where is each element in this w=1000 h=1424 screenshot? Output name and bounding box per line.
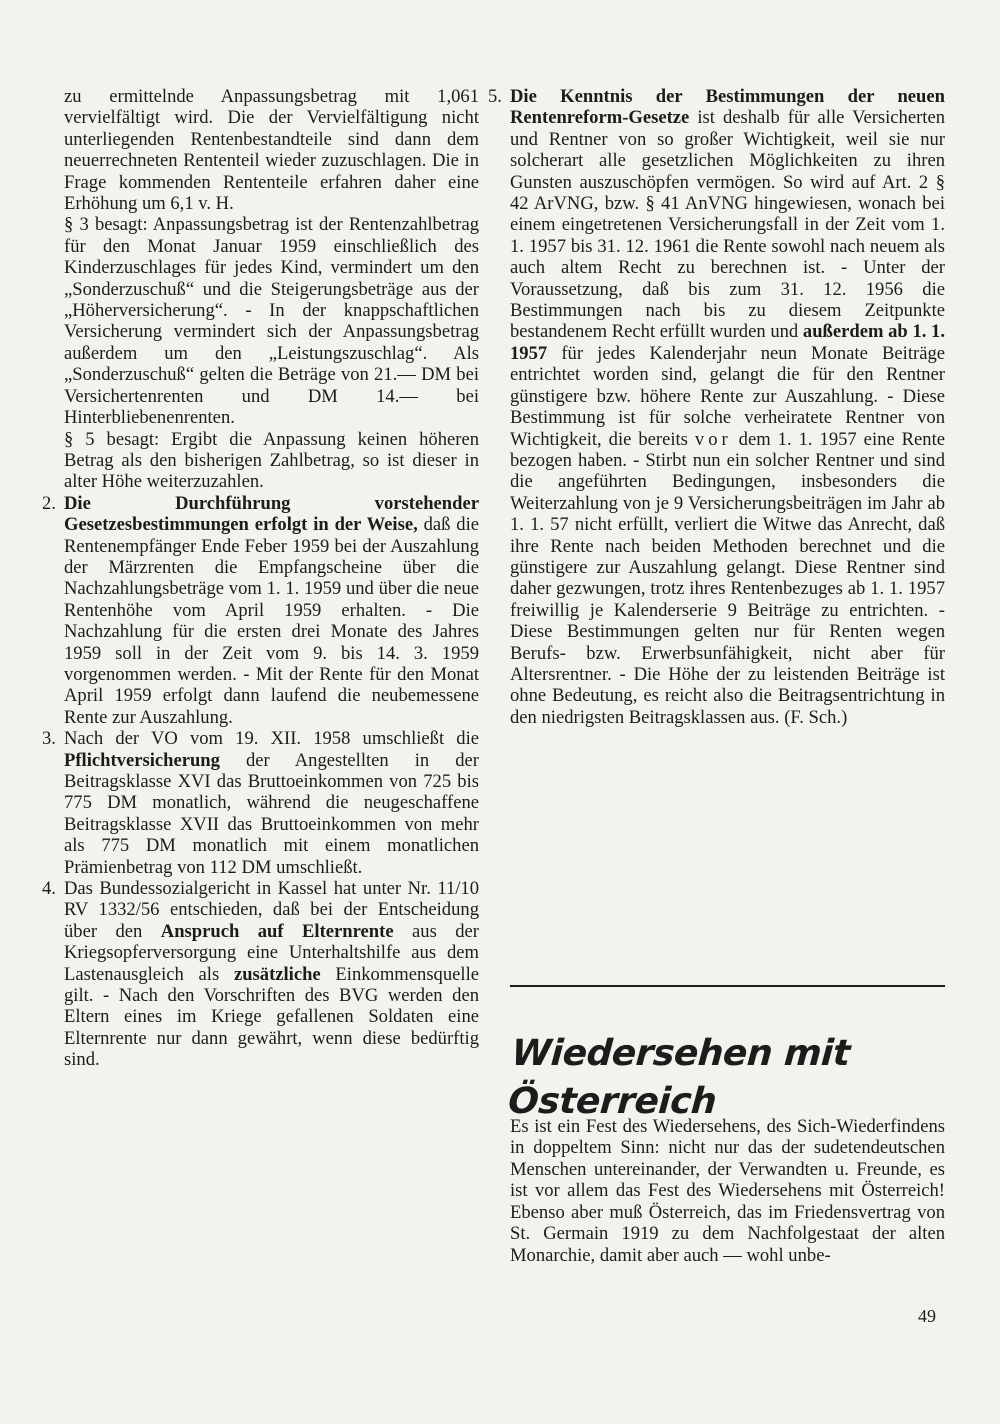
list-number: 5. (488, 86, 502, 107)
body-text: aus der Kriegsopferversorgung eine Unterhaltshilfe aus dem Lastenausgleich als (64, 920, 479, 985)
bold-text: außerdem ab 1. 1. 1957 (510, 321, 946, 364)
body-text: daß die Rentenempfänger Ende Feber 1959 bei der Auszahlung der Märzrenten die Empfangscheine über die Nachzahlungsbeträge vom 1. 1. 1959 und über die neue Rentenhöhe vom April 1959 erhalten. - Die Nachzahlung für die ersten drei Monate des Jahres 1959 soll in der Zeit vom 9. bis 14. 3. 1959 vorgenommen werden. - Mit der Rente für den Monat April 1959 erfolgt dann laufend die neubemessene Rente zur Auszahlung. (64, 514, 479, 728)
list-item-5 (488, 86, 946, 728)
body-text: ist deshalb für alle Versicherten und Rentner von so großer Wichtigkeit, weil sie nur solcherart alle gesetzlichen Möglichkeiten zu ihren Gunsten auszuschöpfen vermögen. So wird auf Art. 2 § 42 ArVNG, bzw. § 41 AnVNG hingewiesen, wonach bei einem eingetretenen Versicherungsfall in der Zeit vom 1. 1. 1957 bis 31. 12. 1961 die Rente sowohl nach neuem als auch altem Recht zu berechnen ist. - Unter der Voraussetzung, daß bis zum 31. 12. 1956 die Bestimmungen nach bis zu diesem Zeitpunkte bestandenem Recht erfüllt wurden und (510, 107, 945, 343)
list-item-3 (42, 728, 479, 878)
article-body: Es ist ein Fest des Wiedersehens, des Sich-Wiederfindens in doppeltem Sinn: nicht nur das der sudetendeutschen Menschen untereinander, der Verwandten u. Freunde, es ist vor allem das Fest des Wiedersehens mit Österreich! Ebenso aber muß Österreich, das im Friedensvertrag von St. Germain 1919 zu dem Nachfolgestaat der alten Monarchie, damit aber auch — wohl unbe- (510, 1115, 945, 1266)
left-column (42, 86, 479, 1071)
bold-text: zusätzliche (233, 963, 321, 985)
page-number: 49 (918, 1306, 936, 1326)
body-text: für jedes Kalenderjahr neun Monate Beiträge entrichtet worden sind, gelangt die für den Rentner günstigere bzw. höhere Rente zur Auszahlung. - Diese Bestimmung ist für solche verheiratete Rentner von Wichtigkeit, die bereits (510, 342, 945, 450)
paragraph-section-5: § 5 besagt: Ergibt die Anpassung keinen höheren Betrag als den bisherigen Zahlbetrag, so ist dieser in alter Höhe weiterzuzahlen. (64, 428, 479, 493)
article-headline: Wiedersehen mit Österreich (506, 1033, 852, 1122)
body-text: Das Bundessozialgericht in Kassel hat unter Nr. 11/10 RV 1332/56 entschieden, daß bei der Entscheidung über den (64, 878, 479, 942)
right-column (488, 86, 946, 728)
list-number: 2. (42, 492, 56, 514)
bold-text: Die Durchführung vorstehender Gesetzesbestimmungen erfolgt in der Weise, (64, 492, 479, 536)
body-text: dem 1. 1. 1957 eine Rente bezogen haben. - Stirbt nun ein solcher Rentner und sind die angeführten Bedingungen, insbesonders die Weiterzahlung von je 9 Versicherungsbeiträgen im Jahr ab 1. 1. 57 nicht erfüllt, verliert die Witwe das Anrecht, daß ihre Rente nach beiden Methoden berechnet und die günstigere zur Auszahlung gelangt. Diese Rentner sind daher gezwungen, trotz ihres Rentenbezuges ab 1. 1. 1957 freiwillig je Kalenderserie 9 Beiträge zu entrichten. - Diese Bestimmungen gelten nur für Renten wegen Berufs- bzw. Erwerbsunfähigkeit, nicht aber für Altersrentner. - Die Höhe der zu leistenden Beiträge ist ohne Bedeutung, es reicht also die Beitragsentrichtung in den niedrigsten Beitragsklassen aus. (F. Sch.) (510, 428, 946, 728)
bold-text: Anspruch auf Elternrente (160, 920, 394, 942)
paragraph-section-3: § 3 besagt: Anpassungsbetrag ist der Rentenzahlbetrag für den Monat Januar 1959 einschließlich des Kinderzuschlages für jedes Kind, vermindert um den „Sonderzuschuß“ und die Steigerungsbeträge aus der „Höherversicherung“. - In der knappschaftlichen Versicherung vermindert sich der Anpassungsbetrag außerdem um den „Leistungszuschlag“. Als „Sonderzuschuß“ gelten die Beträge von 21.— DM bei Versichertenrenten und DM 14.— bei Hinterbliebenenrenten. (64, 214, 479, 429)
list-item-2 (42, 492, 479, 728)
bold-text: Pflichtversicherung (64, 749, 220, 771)
list-number: 4. (42, 878, 56, 900)
list-item-4 (42, 878, 479, 1071)
spaced-text: vor (694, 428, 732, 450)
section-divider (510, 985, 945, 987)
list-number: 3. (42, 728, 56, 750)
intro-paragraph: zu ermittelnde Anpassungsbetrag mit 1,061 vervielfältigt wird. Die der Vervielfältigung nicht unterliegenden Rentenbestandteile sind dann dem neuerrechneten Rententeil wieder zuzuschlagen. Die in Frage kommenden Rententeile erfahren daher eine Erhöhung um 6,1 v. H. (64, 86, 479, 215)
body-text: Nach der VO vom 19. XII. 1958 umschließt die (64, 728, 479, 750)
body-text: der Angestellten in der Beitragsklasse XVI das Bruttoeinkommen von 725 bis 775 DM monatlich, während die neugeschaffene Beitragsklasse XVII das Bruttoeinkommen von mehr als 775 DM monatlich mit einem monatlichen Prämienbetrag von 112 DM umschließt. (64, 749, 479, 878)
body-text: Einkommensquelle gilt. - Nach den Vorschriften des BVG werden den Eltern eines im Kriege gefallenen Soldaten eine Elternrente nur dann gewährt, wenn diese bedürftig sind. (64, 963, 479, 1071)
bold-text: Die Kenntnis der Bestimmungen der neuen Rentenreform-Gesetze (510, 86, 945, 129)
